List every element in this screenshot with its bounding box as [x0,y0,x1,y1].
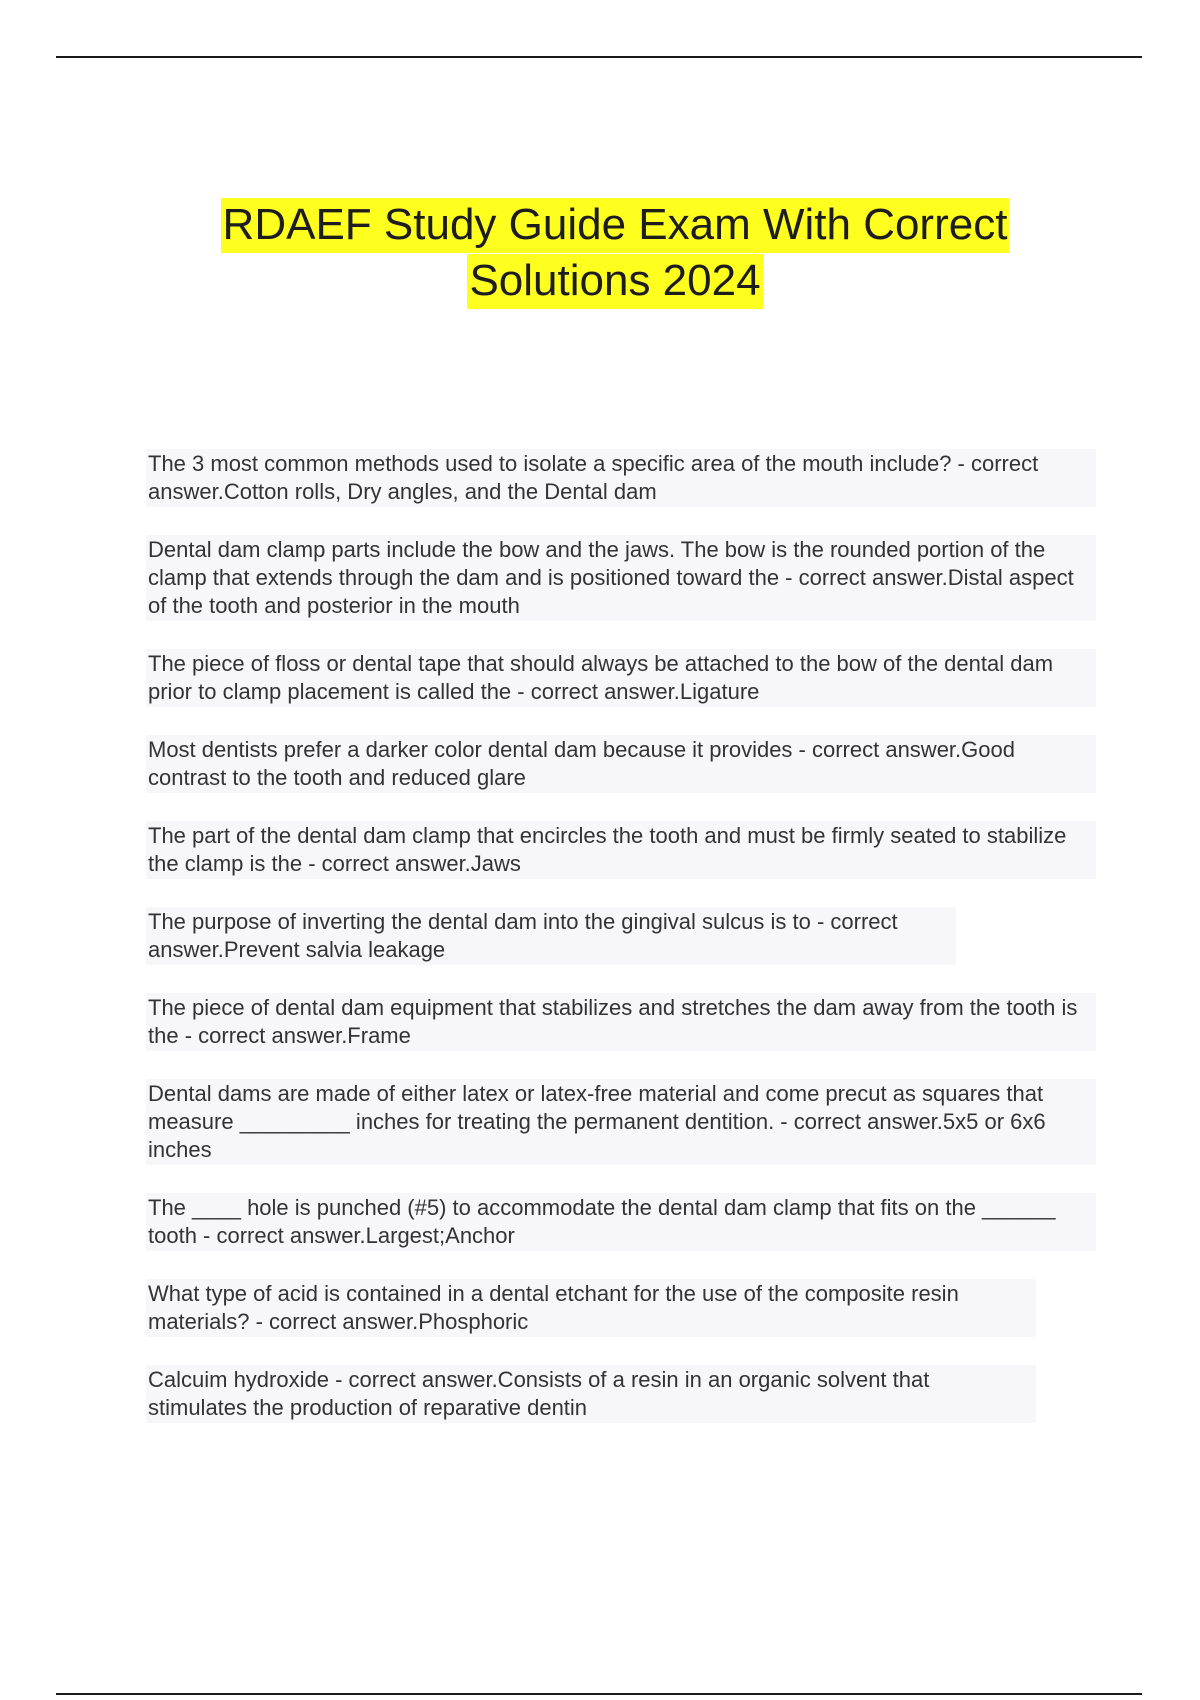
qa-item: The purpose of inverting the dental dam into the gingival sulcus is to - correct answer.Prevent salvia leakage [146,907,956,965]
qa-item: The ____ hole is punched (#5) to accommodate the dental dam clamp that fits on the ______ tooth - correct answer.Largest;Anchor [146,1193,1096,1251]
top-divider [56,56,1142,58]
qa-item: The part of the dental dam clamp that encircles the tooth and must be firmly seated to stabilize the clamp is the - correct answer.Jaws [146,821,1096,879]
title-block [100,197,1130,309]
title-line-1: RDAEF Study Guide Exam With Correct [221,198,1010,253]
qa-item: The 3 most common methods used to isolate a specific area of the mouth include? - correct answer.Cotton rolls, Dry angles, and the Dental dam [146,449,1096,507]
qa-item: The piece of floss or dental tape that should always be attached to the bow of the dental dam prior to clamp placement is called the - correct answer.Ligature [146,649,1096,707]
qa-item: Most dentists prefer a darker color dental dam because it provides - correct answer.Good contrast to the tooth and reduced glare [146,735,1096,793]
qa-item: Calcuim hydroxide - correct answer.Consists of a resin in an organic solvent that stimulates the production of reparative dentin [146,1365,1036,1423]
qa-item: Dental dams are made of either latex or latex-free material and come precut as squares that measure _________ inches for treating the permanent dentition. - correct answer.5x5 or 6x6 inches [146,1079,1096,1165]
qa-item: The piece of dental dam equipment that stabilizes and stretches the dam away from the tooth is the - correct answer.Frame [146,993,1096,1051]
qa-item: What type of acid is contained in a dental etchant for the use of the composite resin materials? - correct answer.Phosphoric [146,1279,1036,1337]
bottom-divider [56,1693,1142,1695]
page-title [100,197,1130,309]
title-line-2: Solutions 2024 [467,254,762,309]
qa-item: Dental dam clamp parts include the bow and the jaws. The bow is the rounded portion of the clamp that extends through the dam and is positioned toward the - correct answer.Distal aspect of the tooth and posterior in the mouth [146,535,1096,621]
qa-list [146,449,1096,1451]
